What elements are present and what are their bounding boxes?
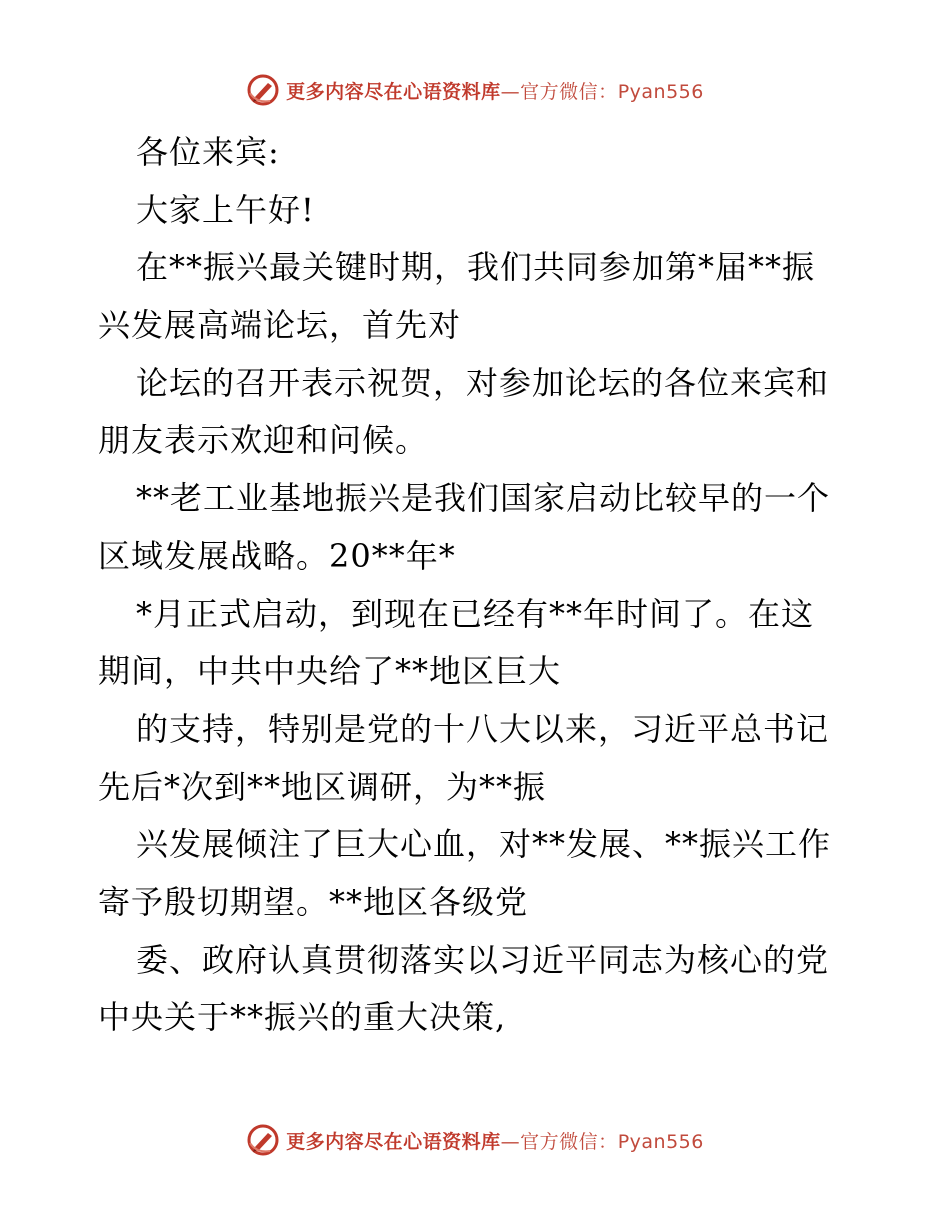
banner-separator: — [500,80,521,103]
banner-main-text: 更多内容尽在心语资料库 [286,1130,501,1153]
header-watermark-banner [0,70,950,110]
banner-separator: — [500,1130,521,1153]
banner-content [246,73,704,107]
text-line: 中央关于**振兴的重大决策, [98,998,507,1037]
text-line: 论坛的召开表示祝贺，对参加论坛的各位来宾和 [136,363,830,402]
text-line: 的支持，特别是党的十八大以来，习近平总书记 [136,709,830,748]
text-line: 先后*次到**地区调研，为**振 [98,767,547,806]
banner-wechat-id: Pyan556 [617,80,704,103]
text-line: 期间，中共中央给了**地区巨大 [98,652,562,691]
text-line: 寄予殷切期望。**地区各级党 [98,882,529,921]
banner-text [286,1127,704,1154]
banner-content [246,1123,704,1157]
pen-logo-icon [246,1123,280,1157]
text-line: *月正式启动，到现在已经有**年时间了。在这 [136,594,815,633]
text-line: 大家上午好! [136,190,315,229]
text-line: 各位来宾: [136,133,280,171]
pen-logo-icon [246,73,280,107]
text-line: 委、政府认真贯彻落实以习近平同志为核心的党 [136,940,830,979]
banner-text [286,77,704,104]
text-line: 区域发展战略。20**年* [98,536,456,575]
text-line: 朋友表示欢迎和问候。 [98,421,429,460]
text-line: 在**振兴最关键时期，我们共同参加第*届**振 [136,248,816,287]
banner-main-text: 更多内容尽在心语资料库 [286,80,501,103]
text-line: **老工业基地振兴是我们国家启动比较早的一个 [136,479,831,518]
banner-wechat-label: 官方微信： [520,80,618,103]
banner-wechat-id: Pyan556 [617,1130,704,1153]
speech-body [98,124,858,1047]
text-line: 兴发展倾注了巨大心血，对**发展、**振兴工作 [136,825,832,864]
banner-wechat-label: 官方微信： [520,1130,618,1153]
text-line: 兴发展高端论坛，首先对 [98,306,462,345]
footer-watermark-banner [0,1120,950,1160]
